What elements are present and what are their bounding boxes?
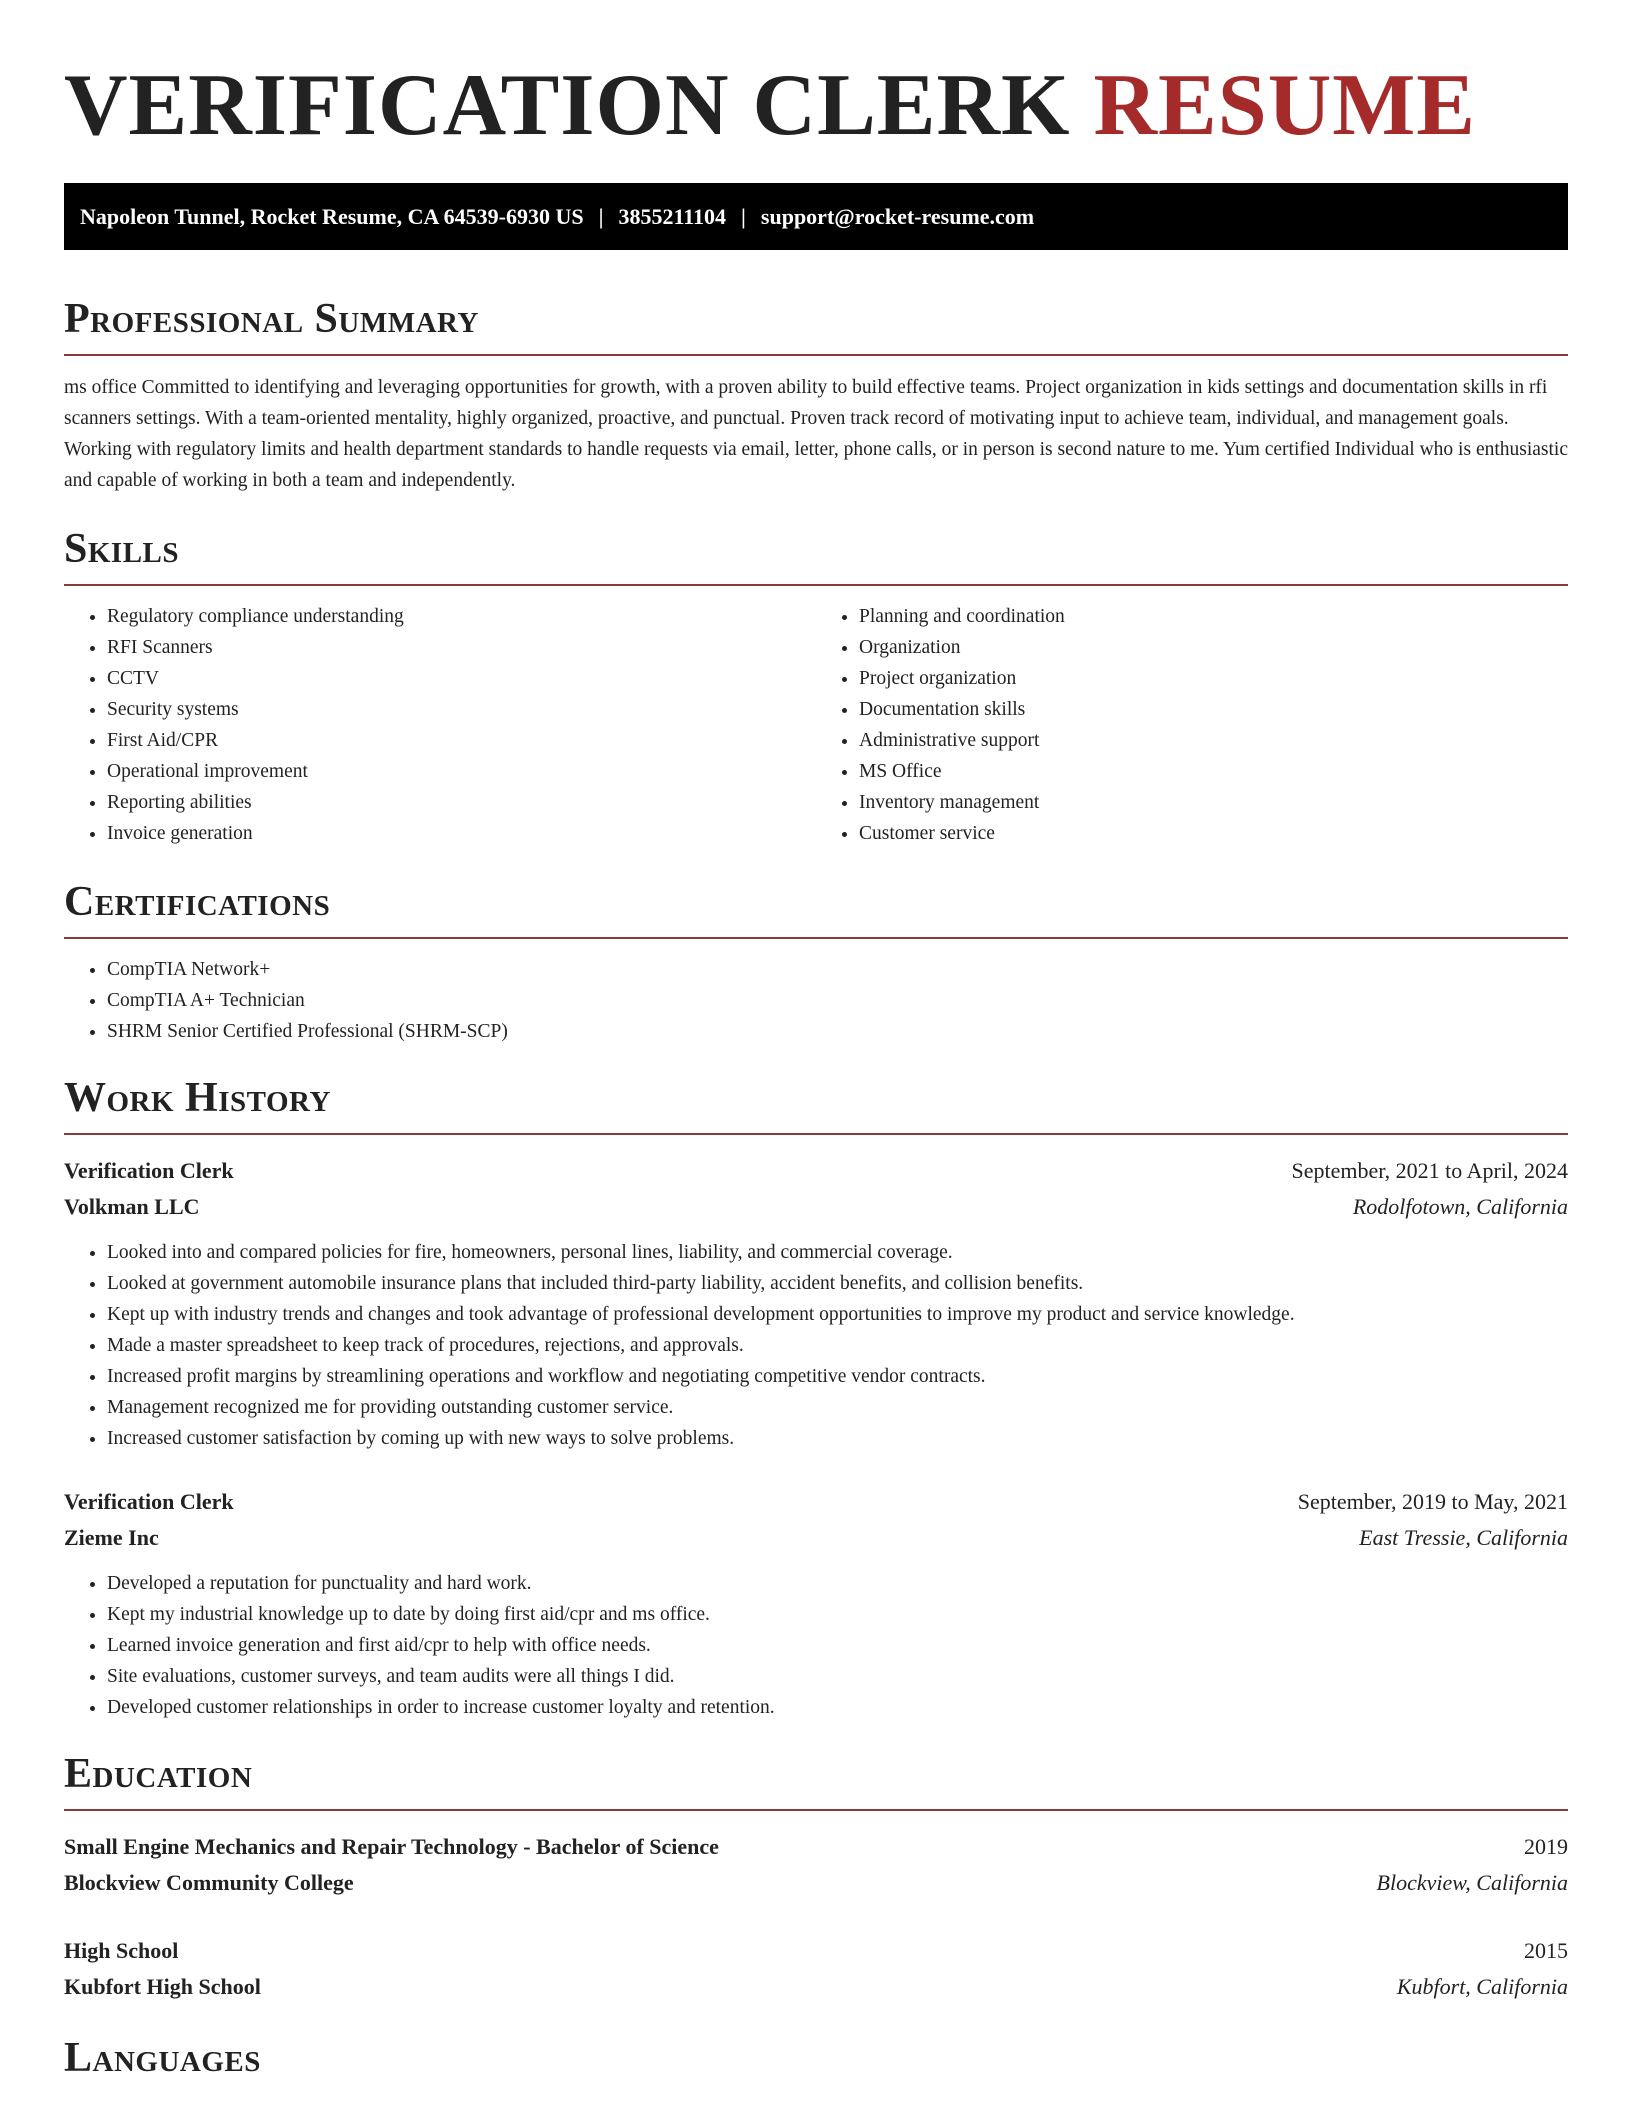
certifications-list xyxy=(64,954,1568,1047)
skill-item: • Administrative support xyxy=(859,725,1568,756)
certification-item: • SHRM Senior Certified Professional (SHRM-SCP) xyxy=(107,1016,1568,1047)
section-heading-certifications: Certifications xyxy=(64,879,331,925)
contact-phone: 3855211104 xyxy=(618,203,727,229)
skill-item: • Reporting abilities xyxy=(107,787,816,818)
contact-separator: | xyxy=(598,203,604,229)
section-divider xyxy=(64,1809,1568,1811)
skills-list-left xyxy=(64,601,816,849)
education-degree: Small Engine Mechanics and Repair Technology - Bachelor of Science xyxy=(64,1834,719,1859)
jobs-list xyxy=(64,1153,1568,1723)
education-entry xyxy=(64,1933,1568,2005)
job-bullet: • Increased customer satisfaction by coming up with new ways to solve problems. xyxy=(107,1423,1568,1454)
work-history-section xyxy=(64,1073,1568,1723)
skill-item: • CCTV xyxy=(107,663,816,694)
job-company-row xyxy=(64,1520,1568,1556)
summary-text: ms office Committed to identifying and leveraging opportunities for growth, with a proven ability to build effective teams. Project organization in kids settings and documentation skills in rfi scanners settings. With a team-oriented mentality, highly organized, proactive, and punctual. Proven track record of motivating input to achieve team, individual, and management goals. Working with regulatory limits and health department standards to handle requests via email, letter, phone calls, or in person is second nature to me. Yum certified Individual who is enthusiastic and capable of working in both a team and independently. xyxy=(64,377,1569,491)
job-header-row xyxy=(64,1153,1568,1189)
section-heading-summary: Professional Summary xyxy=(64,296,479,342)
skill-item: • Security systems xyxy=(107,694,816,725)
job-company: Volkman LLC xyxy=(64,1194,200,1219)
skill-item: • Operational improvement xyxy=(107,756,816,787)
education-degree-row xyxy=(64,1829,1568,1865)
skill-item: • Customer service xyxy=(859,818,1568,849)
education-year: 2015 xyxy=(1524,1938,1568,1963)
certification-item: • CompTIA Network+ xyxy=(107,954,1568,985)
contact-separator: | xyxy=(741,203,746,229)
education-list xyxy=(64,1829,1568,2005)
skills-column-left xyxy=(64,601,816,849)
education-location: Kubfort, California xyxy=(1396,1974,1568,1999)
skill-item: • Documentation skills xyxy=(859,694,1568,725)
education-entry xyxy=(64,1829,1568,1901)
job-bullet: • Management recognized me for providing outstanding customer service. xyxy=(107,1392,1568,1423)
job-bullet: • Looked into and compared policies for fire, homeowners, personal lines, liability, and commercial coverage. xyxy=(107,1237,1568,1268)
job-company-row xyxy=(64,1189,1568,1225)
education-degree: High School xyxy=(64,1938,179,1963)
certifications-section xyxy=(64,877,1568,1047)
section-divider xyxy=(64,937,1568,939)
education-section xyxy=(64,1749,1568,2005)
job-dates: September, 2019 to May, 2021 xyxy=(1297,1489,1568,1514)
job-header-row xyxy=(64,1484,1568,1520)
section-heading-education: Education xyxy=(64,1751,253,1797)
skill-item: • Organization xyxy=(859,632,1568,663)
job-bullets xyxy=(64,1237,1568,1454)
languages-section xyxy=(64,2033,1568,2083)
section-divider xyxy=(64,584,1568,586)
job-bullet: • Looked at government automobile insurance plans that included third-party liability, accident benefits, and collision benefits. xyxy=(107,1268,1568,1299)
skill-item: • RFI Scanners xyxy=(107,632,816,663)
job-entry xyxy=(64,1484,1568,1723)
section-heading-languages: Languages xyxy=(64,2035,261,2081)
certification-item: • CompTIA A+ Technician xyxy=(107,985,1568,1016)
education-school: Blockview Community College xyxy=(64,1870,354,1895)
job-bullet: • Kept my industrial knowledge up to date by doing first aid/cpr and ms office. xyxy=(107,1599,1568,1630)
education-year: 2019 xyxy=(1524,1834,1568,1859)
contact-address: Napoleon Tunnel, Rocket Resume, CA 64539-6930 US xyxy=(80,203,584,229)
summary-section xyxy=(64,294,1568,496)
job-bullet: • Developed customer relationships in order to increase customer loyalty and retention. xyxy=(107,1692,1568,1723)
skills-column-right xyxy=(816,601,1568,849)
skills-columns xyxy=(64,601,1568,849)
job-location: Rodolfotown, California xyxy=(1352,1194,1568,1219)
skill-item: • Planning and coordination xyxy=(859,601,1568,632)
job-bullet: • Made a master spreadsheet to keep track of procedures, rejections, and approvals. xyxy=(107,1330,1568,1361)
skills-section xyxy=(64,524,1568,849)
resume-title xyxy=(64,0,1568,156)
job-bullet: • Kept up with industry trends and changes and took advantage of professional development opportunities to improve my product and service knowledge. xyxy=(107,1299,1568,1330)
job-bullets xyxy=(64,1568,1568,1723)
job-company: Zieme Inc xyxy=(64,1525,159,1550)
section-heading-work-history: Work History xyxy=(64,1075,331,1121)
job-location: East Tressie, California xyxy=(1359,1525,1568,1550)
job-bullet: • Site evaluations, customer surveys, and team audits were all things I did. xyxy=(107,1661,1568,1692)
section-divider xyxy=(64,354,1568,356)
skill-item: • Project organization xyxy=(859,663,1568,694)
education-school-row xyxy=(64,1865,1568,1901)
contact-email: support@rocket-resume.com xyxy=(760,203,1035,229)
skill-item: • MS Office xyxy=(859,756,1568,787)
section-divider xyxy=(64,1133,1568,1135)
contact-bar xyxy=(64,183,1568,250)
title-accent: RESUME xyxy=(1093,57,1476,154)
section-heading-skills: Skills xyxy=(64,526,180,572)
job-title: Verification Clerk xyxy=(64,1489,234,1514)
skill-item: • Regulatory compliance understanding xyxy=(107,601,816,632)
job-bullet: • Learned invoice generation and first aid/cpr to help with office needs. xyxy=(107,1630,1568,1661)
title-main: VERIFICATION CLERK xyxy=(64,57,1071,154)
skills-list-right xyxy=(816,601,1568,849)
skill-item: • Inventory management xyxy=(859,787,1568,818)
job-entry xyxy=(64,1153,1568,1454)
skill-item: • First Aid/CPR xyxy=(107,725,816,756)
education-school: Kubfort High School xyxy=(64,1974,261,1999)
job-dates: September, 2021 to April, 2024 xyxy=(1291,1158,1568,1183)
education-school-row xyxy=(64,1969,1568,2005)
job-bullet: • Increased profit margins by streamlining operations and workflow and negotiating competitive vendor contracts. xyxy=(107,1361,1568,1392)
skill-item: • Invoice generation xyxy=(107,818,816,849)
job-title: Verification Clerk xyxy=(64,1158,234,1183)
job-bullet: • Developed a reputation for punctuality and hard work. xyxy=(107,1568,1568,1599)
education-degree-row xyxy=(64,1933,1568,1969)
education-location: Blockview, California xyxy=(1376,1870,1568,1895)
